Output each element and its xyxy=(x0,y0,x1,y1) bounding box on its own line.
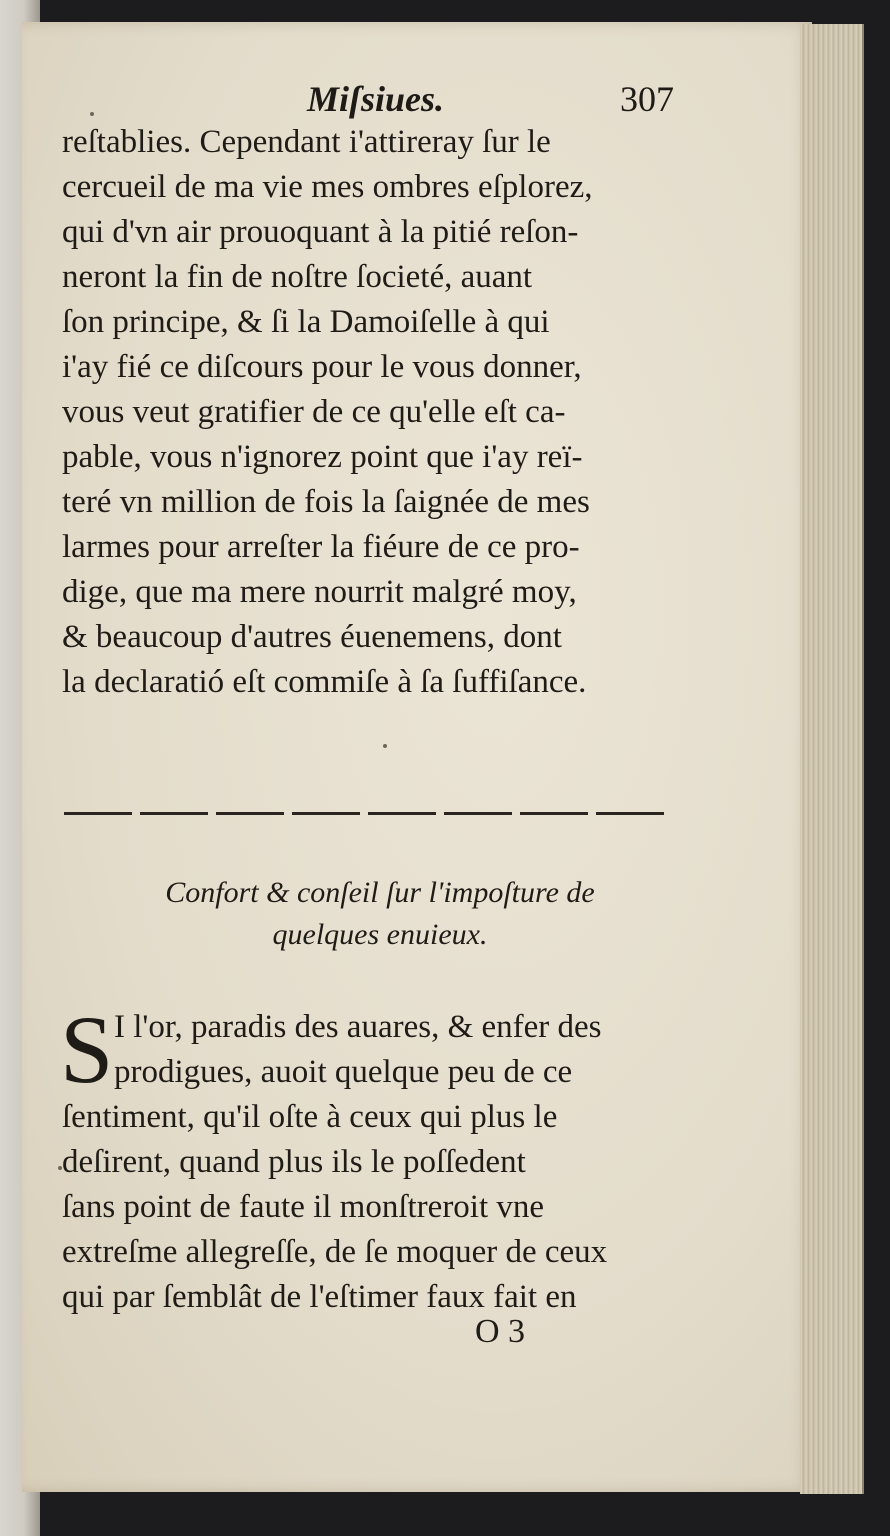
text-line: larmes pour arreſter la fiéure de ce pro- xyxy=(62,529,580,565)
divider xyxy=(64,812,670,815)
paragraph xyxy=(62,1005,692,1320)
heading-line: Confort & conſeil ſur l'impoſture de xyxy=(165,876,595,909)
text-line: vous veut gratifier de ce qu'elle eſt ca- xyxy=(62,394,566,430)
text-line: extreſme allegreſſe, de ſe moquer de ceux xyxy=(62,1234,608,1270)
ornamental-rule xyxy=(64,808,670,818)
text-line: reſtablies. Cependant i'attireray ſur le xyxy=(62,124,551,160)
text-line: neront la fin de noſtre ſocieté, auant xyxy=(62,259,533,295)
text-line: i'ay fié ce diſcours pour le vous donner, xyxy=(62,349,582,385)
text-line: cercueil de ma vie mes ombres eſplorez, xyxy=(62,169,593,205)
text-line: ſon principe, & ſi la Damoiſelle à qui xyxy=(62,304,550,340)
text-line: prodigues, auoit quelque peu de ce xyxy=(114,1054,573,1090)
ink-speck xyxy=(90,112,94,116)
text-line: qui par ſemblât de l'eſtimer faux fait en xyxy=(62,1279,577,1315)
text-line: la declaratió eſt commiſe à ſa ſuffiſance. xyxy=(62,664,587,700)
running-head-title: Miſsiues. xyxy=(307,79,445,119)
heading-line: quelques enuieux. xyxy=(272,918,488,951)
text-line: I l'or, paradis des auares, & enfer des xyxy=(114,1009,602,1045)
drop-cap: S xyxy=(60,996,114,1103)
running-head xyxy=(22,78,812,118)
text-line: ſans point de faute il monſtreroit vne xyxy=(62,1189,545,1225)
text-line: & beaucoup d'autres éuenemens, dont xyxy=(62,619,562,655)
text-line: deſirent, quand plus ils le poſſedent xyxy=(62,1144,526,1180)
section-heading xyxy=(100,872,660,956)
ink-speck xyxy=(58,1166,62,1170)
text-line: teré vn million de fois la ſaignée de mes xyxy=(62,484,590,520)
text-line: dige, que ma mere nourrit malgré moy, xyxy=(62,574,577,610)
ink-speck xyxy=(383,744,387,748)
page-stack-edge xyxy=(800,24,864,1494)
page-number: 307 xyxy=(620,79,674,119)
signature-mark: O 3 xyxy=(475,1313,526,1350)
text-line: ſentiment, qu'il oſte à ceux qui plus le xyxy=(62,1099,558,1135)
text-line: qui d'vn air prouoquant à la pitié reſon- xyxy=(62,214,579,250)
text-line: pable, vous n'ignorez point que i'ay reï- xyxy=(62,439,583,475)
body-text xyxy=(62,120,692,705)
